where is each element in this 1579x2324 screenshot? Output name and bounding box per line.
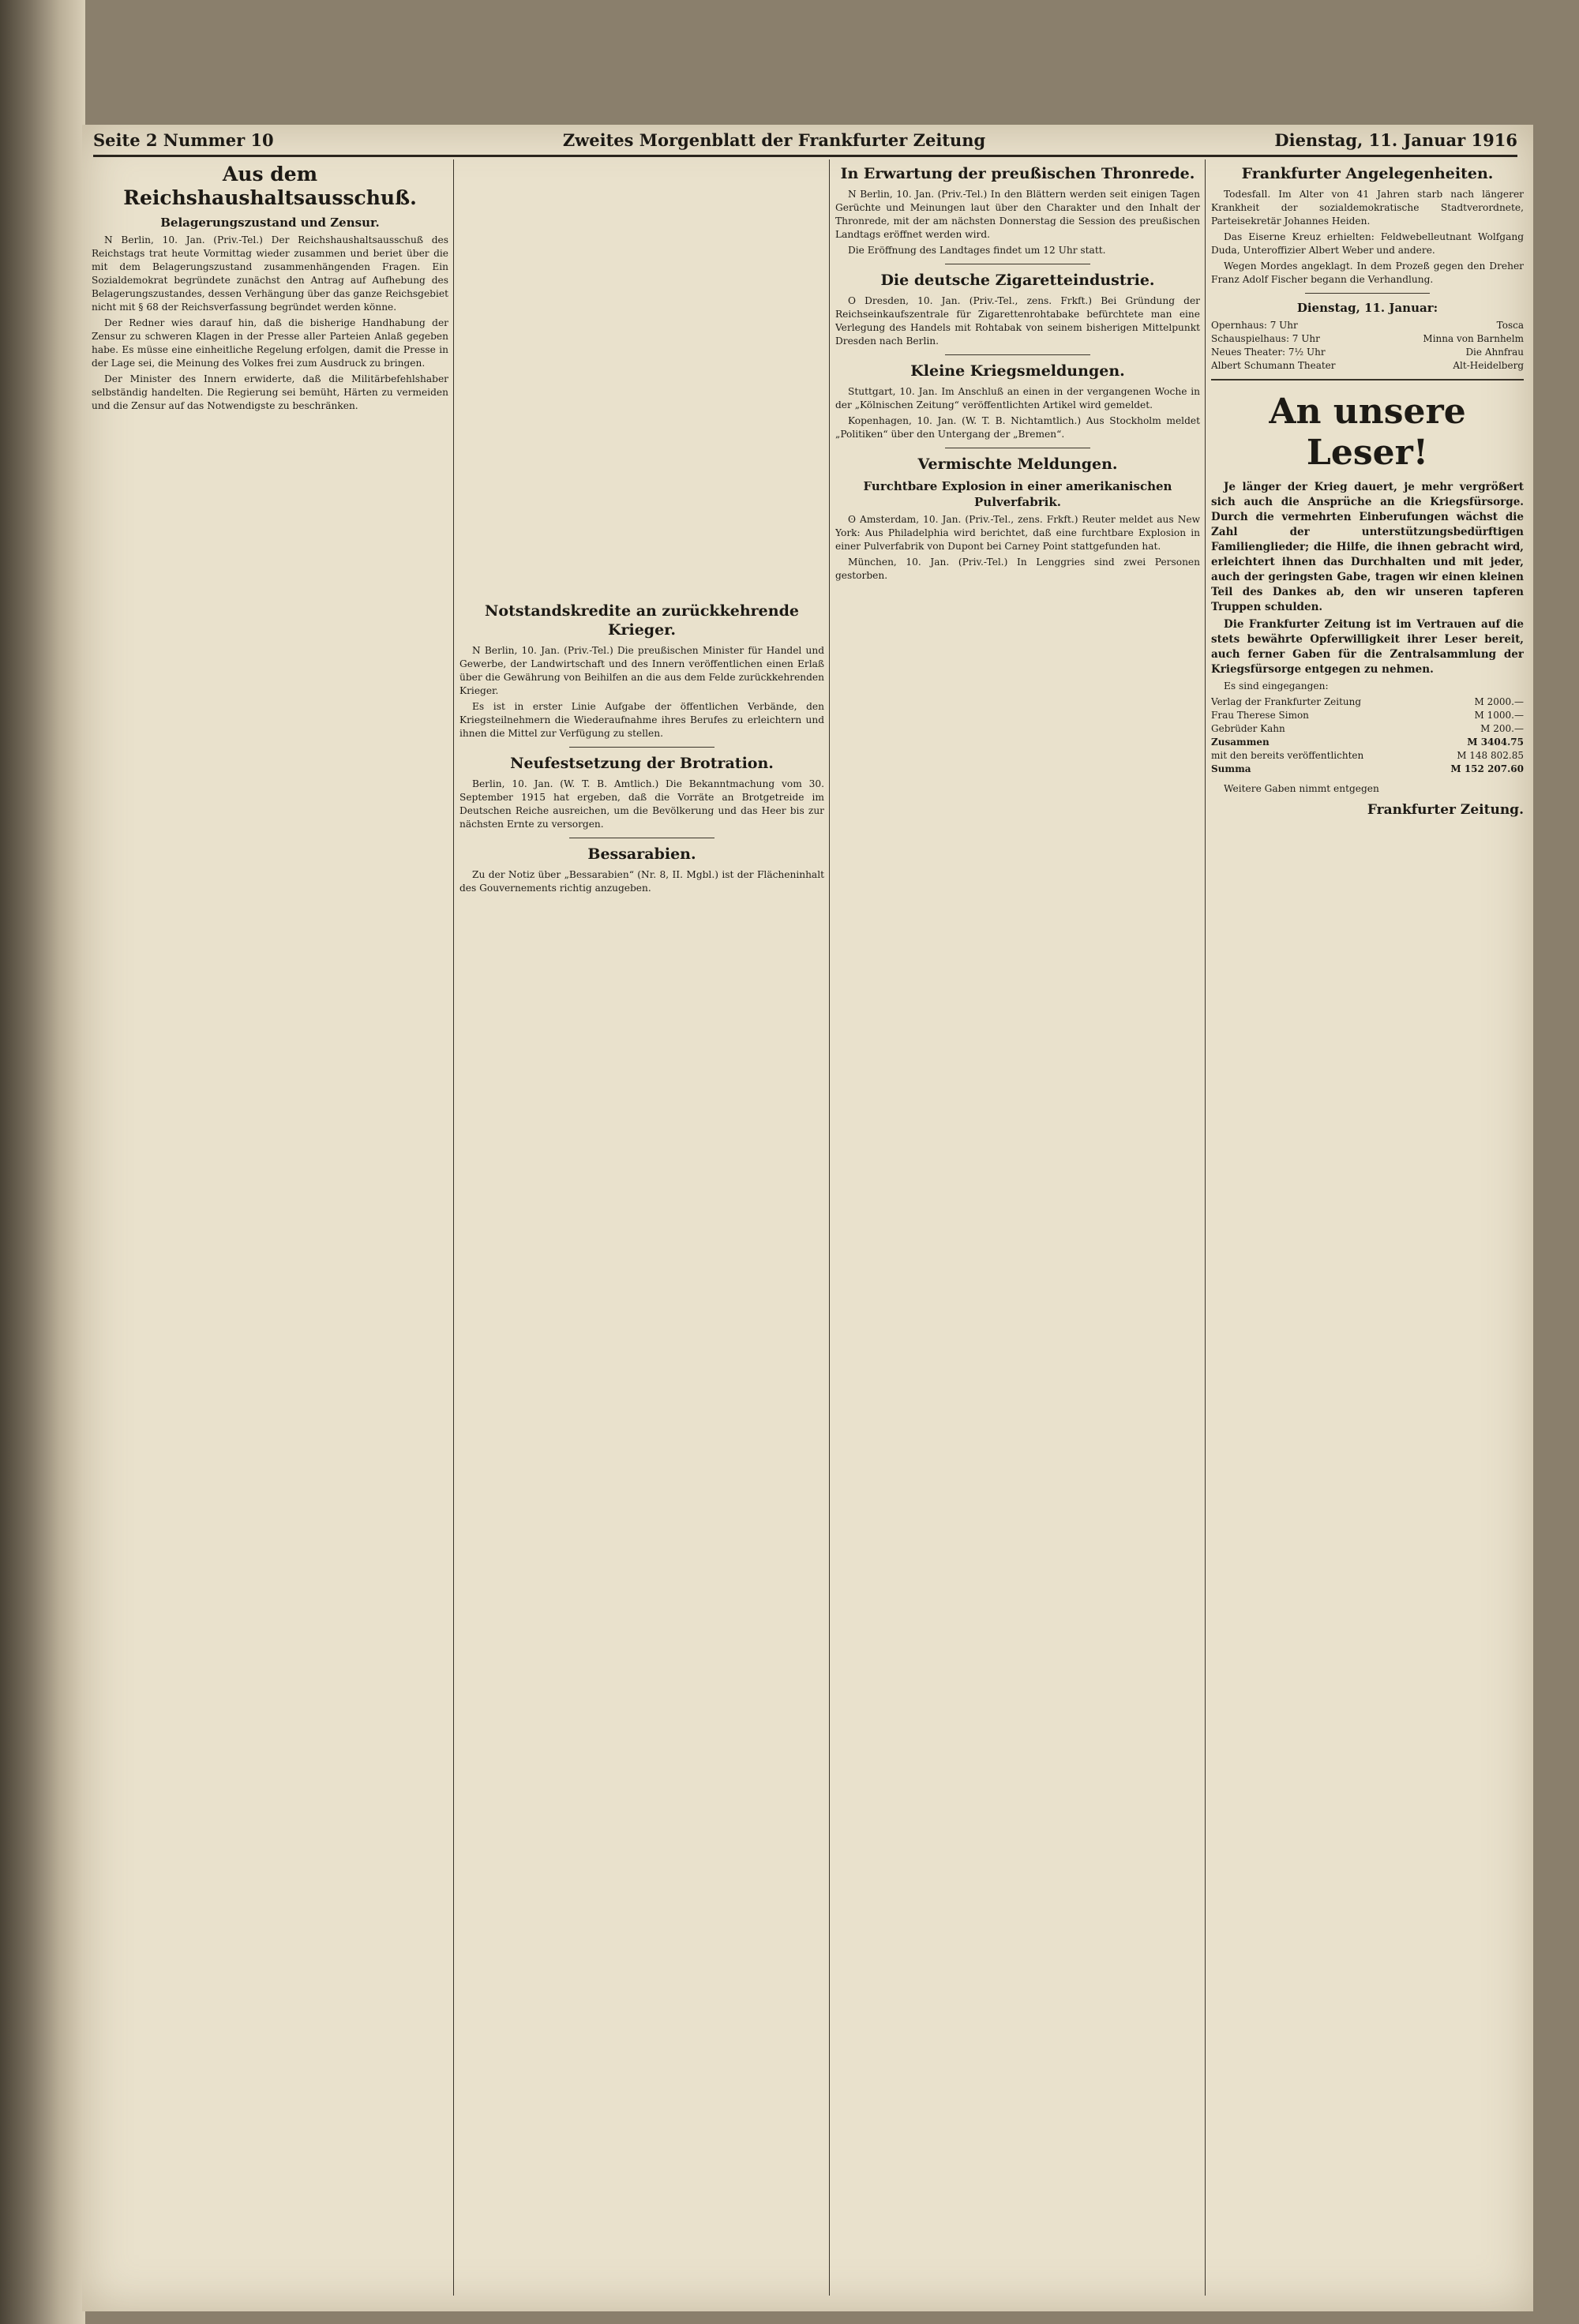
book-spine xyxy=(0,0,85,2324)
column-rule xyxy=(829,159,830,2296)
separator xyxy=(1211,379,1524,380)
receipts-intro: Es sind eingegangen: xyxy=(1224,680,1329,692)
article-subtitle: Belagerungszustand und Zensur. xyxy=(160,216,380,230)
article-title: Aus dem Reichshaushaltsausschuß. xyxy=(123,163,417,209)
article-subtitle: Furchtbare Explosion in einer amerikanischen Pulverfabrik. xyxy=(863,479,1172,509)
note: Weitere Gaben nimmt entgegen xyxy=(1224,783,1379,794)
article-title: Bessarabien. xyxy=(587,845,696,863)
list-item: Schauspielhaus: 7 Uhr Minna von Barnhelm xyxy=(1211,333,1524,344)
column-rule xyxy=(1205,159,1206,2296)
article-paragraph: N Berlin, 10. Jan. (Priv.-Tel.) In den Blättern werden seit einigen Tagen Gerüchte und Meinungen laut über den Charakter und den Inhalt der Thronrede, mit der am nächsten Donnerstag die Session des preußischen Landtags eröffnet werden wird. xyxy=(835,189,1200,240)
article-paragraph: N Berlin, 10. Jan. (Priv.-Tel.) Die preußischen Minister für Handel und Gewerbe, der Landwirtschaft und des Innern veröffentlichen einen Erlaß über die Gewährung von Beihilfen an die aus dem Felde zurückkehrenden Krieger. xyxy=(459,645,824,696)
article-title: In Erwartung der preußischen Thronrede. xyxy=(840,165,1195,182)
receipts-list xyxy=(1211,695,1524,776)
theater-listings xyxy=(1211,319,1524,373)
separator xyxy=(945,354,1091,355)
listings-title: Dienstag, 11. Januar: xyxy=(1296,301,1438,315)
article-paragraph: N Berlin, 10. Jan. (Priv.-Tel.) Der Reichshaushaltsausschuß des Reichstags trat heute Vormittag wieder zusammen und beriet über die mit dem Belagerungszustand zusammenhängenden Fragen. Ein Sozialdemokrat begründete zunächst den Antrag auf Aufhebung des Belagerungszustandes, dessen Verhängung über das ganze Reichsgebiet nicht mit § 68 der Reichsverfassung begründet werden könne. xyxy=(92,234,448,313)
article-paragraph: München, 10. Jan. (Priv.-Tel.) In Lenggries sind zwei Personen gestorben. xyxy=(835,557,1200,581)
article-title: Vermischte Meldungen. xyxy=(917,455,1118,473)
sum-row: Summa M 152 207.60 xyxy=(1211,763,1524,774)
appeal-paragraph: Je länger der Krieg dauert, je mehr vergrößert sich auch die Ansprüche an die Kriegsfürsorge. Durch die vermehrten Einberufungen wächst die Zahl der unterstützungsbedürftigen Familienglieder; die Hilfe, die ihnen gebracht wird, erleichtert ihnen das Durchhalten und mit jeder, auch der geringsten Gabe, tragen wir einen kleinen Teil des Dankes ab, den wir unseren tapferen Truppen schulden. xyxy=(1211,481,1524,613)
article-title: Frankfurter Angelegenheiten. xyxy=(1241,165,1494,182)
article-paragraph: Wegen Mordes angeklagt. In dem Prozeß gegen den Dreher Franz Adolf Fischer begann die Verhandlung. xyxy=(1211,261,1524,285)
appeal-paragraph: Die Frankfurter Zeitung ist im Vertrauen auf die stets bewährte Opferwilligkeit ihrer Leser bereit, auch ferner Gaben für die Zentralsammlung der Kriegsfürsorge entgegen zu nehmen. xyxy=(1211,618,1524,676)
page-number: Seite 2 Nummer 10 xyxy=(93,129,274,150)
list-item: Neues Theater: 7½ Uhr Die Ahnfrau xyxy=(1211,347,1524,358)
article-paragraph: Kopenhagen, 10. Jan. (W. T. B. Nichtamtlich.) Aus Stockholm meldet „Politiken“ über den Untergang der „Bremen“. xyxy=(835,415,1200,440)
newspaper-title: Zweites Morgenblatt der Frankfurter Zeitung xyxy=(562,129,986,150)
article-paragraph: Das Eiserne Kreuz erhielten: Feldwebelleutnant Wolfgang Duda, Unteroffizier Albert Weber und andere. xyxy=(1211,231,1524,256)
article-paragraph: Die Eröffnung des Landtages findet um 12 Uhr statt. xyxy=(848,245,1106,256)
article-paragraph: Berlin, 10. Jan. (W. T. B. Amtlich.) Die Bekanntmachung vom 30. September 1915 hat ergeben, daß die Vorräte an Brotgetreide im Deutschen Reiche ausreichen, um die Bevölkerung und das Heer bis zur nächsten Ernte zu versorgen. xyxy=(459,778,824,830)
article-paragraph: Der Minister des Innern erwiderte, daß die Militärbefehlshaber selbständig handelten. Die Regierung sei bemüht, Härten zu vermeiden und die Zensur auf das Notwendigste zu beschränken. xyxy=(92,373,448,411)
list-item: Albert Schumann Theater Alt-Heidelberg xyxy=(1211,360,1524,371)
list-item: Verlag der Frankfurter Zeitung M 2000.— xyxy=(1211,696,1524,707)
previous-row: mit den bereits veröffentlichten M 148 802.85 xyxy=(1211,750,1524,761)
article-paragraph: Der Redner wies darauf hin, daß die bisherige Handhabung der Zensur zu schweren Klagen in der Presse aller Parteien Anlaß gegeben habe. Es müsse eine einheitliche Regelung erfolgen, damit die Presse in der Lage sei, die Meinung des Volkes frei zum Ausdruck zu bringen. xyxy=(92,317,448,369)
column-1 xyxy=(92,159,448,2303)
separator xyxy=(569,747,715,748)
appeal-banner: An unsere Leser! xyxy=(1269,392,1466,473)
column-rule xyxy=(453,159,454,2296)
issue-date: Dienstag, 11. Januar 1916 xyxy=(1274,129,1517,150)
article-title: Die deutsche Zigaretteindustrie. xyxy=(880,272,1155,289)
list-item: Opernhaus: 7 Uhr Tosca xyxy=(1211,320,1524,331)
column-2 xyxy=(459,159,824,2303)
article-paragraph: Zu der Notiz über „Bessarabien“ (Nr. 8, II. Mgbl.) ist der Flächeninhalt des Gouvernements richtig anzugeben. xyxy=(459,869,824,894)
article-title: Notstandskredite an zurückkehrende Krieger. xyxy=(485,602,799,639)
article-title: Kleine Kriegsmeldungen. xyxy=(910,362,1125,380)
article-paragraph: Todesfall. Im Alter von 41 Jahren starb nach längerer Krankheit der sozialdemokratische Stadtverordnete, Parteisekretär Johannes Heiden. xyxy=(1211,189,1524,227)
column-3 xyxy=(835,159,1200,2303)
article-paragraph: Es ist in erster Linie Aufgabe der öffentlichen Verbände, den Kriegsteilnehmern die Wiederaufnahme ihres Berufes zu erleichtern und ihnen die Mittel zur Verfügung zu stellen. xyxy=(459,701,824,739)
list-item: Gebrüder Kahn M 200.— xyxy=(1211,723,1524,734)
column-4 xyxy=(1211,159,1524,2303)
separator xyxy=(1305,293,1430,294)
list-item: Frau Therese Simon M 1000.— xyxy=(1211,710,1524,721)
article-paragraph: ʘ Amsterdam, 10. Jan. (Priv.-Tel., zens. Frkft.) Reuter meldet aus New York: Aus Philadelphia wird berichtet, daß eine furchtbare Explosion in einer Pulverfabrik von Dupont bei Carney Point stattgefunden hat. xyxy=(835,514,1200,552)
article-paragraph: Stuttgart, 10. Jan. Im Anschluß an einen in der vergangenen Woche in der „Kölnischen Zeitung“ veröffentlichten Artikel wird gemeldet. xyxy=(835,386,1200,410)
page-header xyxy=(93,128,1517,157)
newspaper-page xyxy=(82,125,1533,2311)
article-title: Neufestsetzung der Brotration. xyxy=(510,755,774,772)
signature: Frankfurter Zeitung. xyxy=(1367,802,1524,818)
article-paragraph: O Dresden, 10. Jan. (Priv.-Tel., zens. Frkft.) Bei Gründung der Reichseinkaufszentrale für Zigarettenrohtabake befürchtete man eine Verlegung des Handels mit Rohtabak von seinem bisherigen Mittelpunkt Dresden nach Berlin. xyxy=(835,295,1200,347)
total-row: Zusammen M 3404.75 xyxy=(1211,737,1524,748)
